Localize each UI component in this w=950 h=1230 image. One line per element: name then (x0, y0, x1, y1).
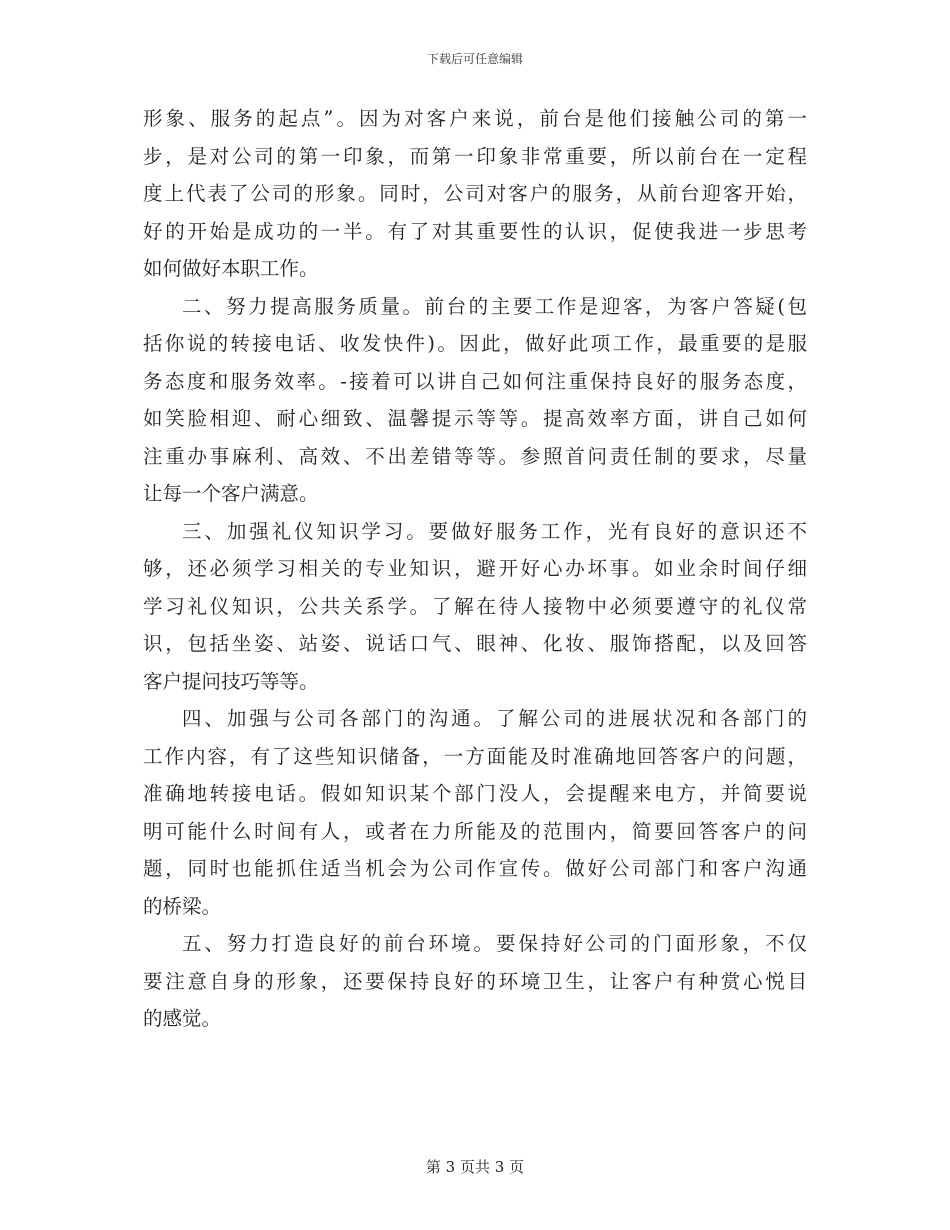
text-line: 三、加强礼仪知识学习。要做好服务工作，光有良好的意识还不 (182, 519, 807, 543)
text-line: 好的开始是成功的一半。有了对其重要性的认识，促使我进一步思考 (143, 219, 807, 243)
text-line: 步，是对公司的第一印象，而第一印象非常重要，所以前台在一定程 (143, 144, 807, 168)
paragraph (143, 100, 807, 288)
text-line: 务态度和服务效率。-接着可以讲自己如何注重保持良好的服务态度， (143, 369, 807, 393)
text-line: 括你说的转接电话、收发快件)。因此，做好此项工作，最重要的是服 (143, 332, 807, 355)
text-line: 如笑脸相迎、耐心细致、温馨提示等等。提高效率方面，讲自己如何 (143, 407, 807, 430)
text-line: 要注意自身的形象，还要保持良好的环境卫生，让客户有种赏心悦目 (143, 969, 807, 993)
text-line: 二、努力提高服务质量。前台的主要工作是迎客，为客户答疑(包 (182, 294, 807, 318)
text-line: 度上代表了公司的形象。同时，公司对客户的服务，从前台迎客开始， (143, 182, 807, 205)
text-line: 工作内容，有了这些知识储备，一方面能及时准确地回答客户的问题， (143, 744, 807, 768)
text-line: 四、加强与公司各部门的沟通。了解公司的进展状况和各部门的 (182, 707, 807, 730)
text-line: 识，包括坐姿、站姿、说话口气、眼神、化妆、服饰搭配，以及回答 (143, 632, 807, 655)
text-line: 客户提问技巧等等。 (143, 669, 319, 693)
paragraph (143, 513, 807, 701)
text-line: 如何做好本职工作。 (143, 257, 319, 280)
paragraph (143, 288, 807, 513)
text-line: 够，还必须学习相关的专业知识，避开好心办坏事。如业余时间仔细 (143, 557, 807, 580)
text-line: 准确地转接电话。假如知识某个部门没人，会提醒来电方，并简要说 (143, 782, 807, 805)
text-line: 学习礼仪知识，公共关系学。了解在待人接物中必须要遵守的礼仪常 (143, 594, 807, 618)
text-line: 的桥梁。 (143, 894, 222, 918)
text-line: 让每一个客户满意。 (143, 482, 319, 505)
text-line: 题，同时也能抓住适当机会为公司作宣传。做好公司部门和客户沟通 (143, 857, 807, 880)
text-line: 注重办事麻利、高效、不出差错等等。参照首问责任制的要求，尽量 (143, 444, 807, 468)
paragraph (143, 700, 807, 925)
text-line: 形象、服务的起点”。因为对客户来说，前台是他们接触公司的第一 (143, 107, 807, 130)
text-line: 五、努力打造良好的前台环境。要保持好公司的门面形象，不仅 (182, 932, 807, 955)
text-line: 的感觉。 (143, 1007, 222, 1030)
document-body (143, 100, 807, 1038)
page-header: 下载后可任意编辑 (426, 52, 523, 66)
paragraph (143, 925, 807, 1038)
page-number-footer: 第 3 页共 3 页 (425, 1158, 525, 1176)
text-line: 明可能什么时间有人，或者在力所能及的范围内，简要回答客户的问 (143, 819, 807, 843)
